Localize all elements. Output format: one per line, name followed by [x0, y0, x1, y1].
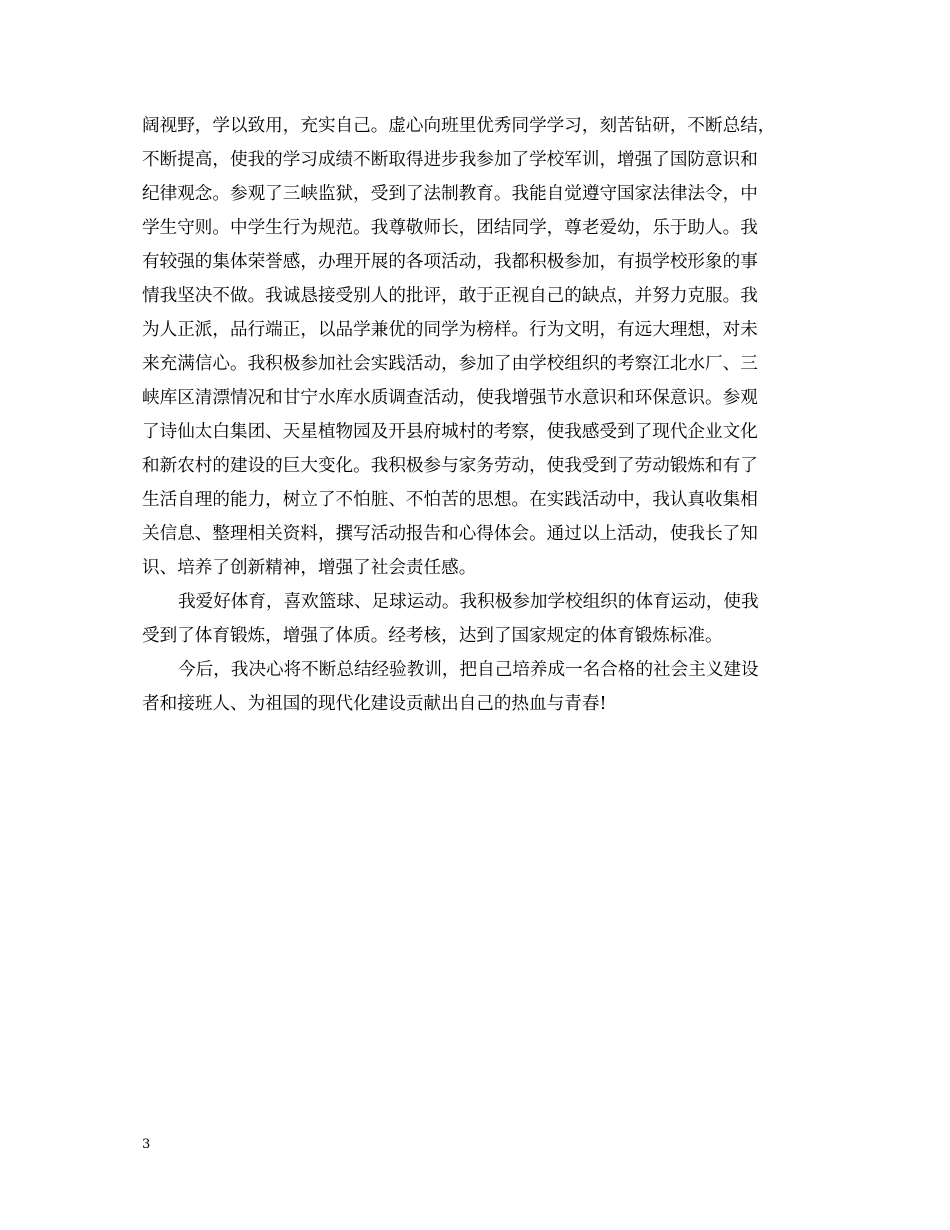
text-line: 学生守则。中学生行为规范。我尊敬师长，团结同学，尊老爱幼，乐于助人。我 [142, 218, 758, 238]
text-line: 纪律观念。参观了三峡监狱，受到了法制教育。我能自觉遵守国家法律法令，中 [142, 184, 758, 204]
text-line: 来充满信心。我积极参加社会实践活动，参加了由学校组织的考察江北水厂、三 [142, 354, 758, 374]
text-line: 我爱好体育，喜欢篮球、足球运动。我积极参加学校组织的体育运动，使我 [178, 592, 759, 612]
text-line: 峡库区清漂情况和甘宁水库水质调查活动，使我增强节水意识和环保意识。参观 [142, 388, 758, 408]
text-line: 了诗仙太白集团、天星植物园及开县府城村的考察，使我感受到了现代企业文化 [142, 422, 758, 442]
page-number: 3 [142, 1137, 151, 1152]
text-line: 和新农村的建设的巨大变化。我积极参与家务劳动，使我受到了劳动锻炼和有了 [142, 456, 758, 476]
text-line: 受到了体育锻炼，增强了体质。经考核，达到了国家规定的体育锻炼标准。 [142, 626, 723, 646]
text-line: 识、培养了创新精神，增强了社会责任感。 [142, 558, 477, 578]
text-line: 阔视野，学以致用，充实自己。虚心向班里优秀同学学习，刻苦钻研，不断总结， [142, 116, 776, 136]
text-line: 情我坚决不做。我诚恳接受别人的批评，敢于正视自己的缺点，并努力克服。我 [142, 286, 758, 306]
text-line: 为人正派，品行端正，以品学兼优的同学为榜样。行为文明，有远大理想，对未 [142, 320, 758, 340]
text-line: 关信息、整理相关资料，撰写活动报告和心得体会。通过以上活动，使我长了知 [142, 524, 758, 544]
text-line: 有较强的集体荣誉感，办理开展的各项活动，我都积极参加，有损学校形象的事 [142, 252, 758, 272]
text-line: 不断提高，使我的学习成绩不断取得进步我参加了学校军训，增强了国防意识和 [142, 150, 758, 170]
text-line: 生活自理的能力，树立了不怕脏、不怕苦的思想。在实践活动中，我认真收集相 [142, 490, 758, 510]
text-line: 今后，我决心将不断总结经验教训，把自己培养成一名合格的社会主义建设 [178, 660, 759, 680]
text-line: 者和接班人、为祖国的现代化建设贡献出自己的热血与青春! [142, 694, 607, 714]
